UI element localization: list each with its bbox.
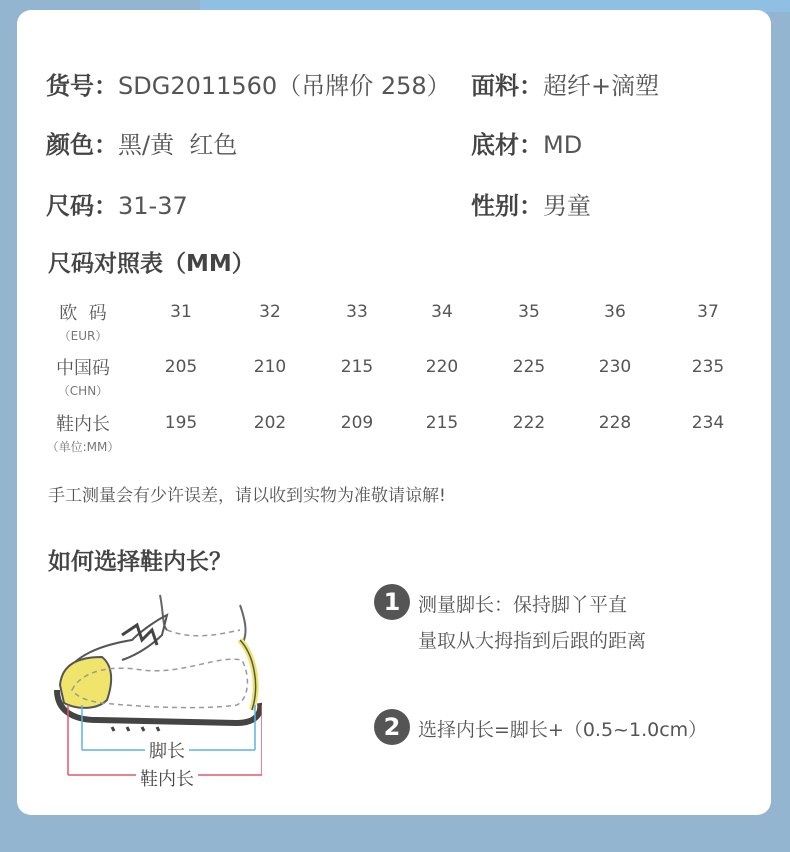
row-label-main: 鞋内长 — [56, 414, 110, 435]
spec-label: 性别 — [471, 192, 519, 220]
size-row-label — [43, 299, 123, 344]
size-cell: 222 — [512, 413, 546, 433]
spec-label: 面料 — [471, 72, 519, 100]
row-label-sub: （CHN） — [57, 384, 109, 398]
step-number-badge: 1 — [374, 584, 410, 620]
spec-separator: ： — [519, 72, 543, 100]
step-text: 选择内长=脚长+（0.5~1.0cm） — [418, 719, 708, 741]
size-cell: 215 — [340, 357, 374, 377]
measurement-note: 手工测量会有少许误差，请以收到实物为准敬请谅解! — [48, 486, 446, 506]
spec-separator: ： — [94, 192, 118, 220]
size-cell: 202 — [253, 413, 287, 433]
row-label-main: 中国码 — [56, 358, 110, 379]
size-cell: 33 — [346, 302, 368, 322]
spec-separator: ： — [519, 192, 543, 220]
spec-item-no — [46, 66, 451, 101]
size-cell: 34 — [431, 302, 453, 322]
spec-label: 尺码 — [46, 192, 94, 220]
spec-label: 颜色 — [46, 131, 94, 159]
row-label-sub: （EUR） — [58, 329, 108, 343]
size-cell: 234 — [691, 413, 725, 433]
size-cell: 210 — [253, 357, 287, 377]
size-cell: 36 — [604, 302, 626, 322]
product-info-card — [17, 10, 771, 815]
size-cell: 235 — [691, 357, 725, 377]
size-cell: 228 — [598, 413, 632, 433]
spec-value: 男童 — [543, 192, 591, 220]
spec-sole — [471, 125, 582, 160]
spec-value: SDG2011560（吊牌价 258） — [118, 72, 451, 100]
size-cell: 230 — [598, 357, 632, 377]
size-chart-title: 尺码对照表（MM） — [48, 251, 255, 277]
row-label-sub: （单位:MM） — [46, 440, 120, 454]
size-cell: 37 — [697, 302, 719, 322]
spec-separator: ： — [94, 72, 118, 100]
spec-size — [46, 186, 188, 221]
size-cell: 31 — [170, 302, 192, 322]
size-cell: 195 — [164, 413, 198, 433]
size-cell: 225 — [512, 357, 546, 377]
guide-title: 如何选择鞋内长？ — [48, 549, 232, 575]
spec-value: 31-37 — [118, 192, 188, 220]
spec-value: 超纤+滴塑 — [543, 72, 660, 100]
size-cell: 35 — [518, 302, 540, 322]
spec-color — [46, 125, 237, 160]
step-text: 测量脚长：保持脚丫平直 — [418, 594, 628, 616]
spec-material — [471, 66, 659, 101]
size-cell: 220 — [425, 357, 459, 377]
insole-length-label: 鞋内长 — [136, 765, 198, 791]
spec-value: 黑/黄 红色 — [118, 131, 238, 159]
size-cell: 215 — [425, 413, 459, 433]
size-cell: 209 — [340, 413, 374, 433]
size-cell: 32 — [259, 302, 281, 322]
step-number-badge: 2 — [374, 709, 410, 745]
spec-label: 货号 — [46, 72, 94, 100]
size-row-label — [43, 354, 123, 399]
row-label-main: 欧 码 — [59, 303, 107, 324]
step-text-line2: 量取从大拇指到后跟的距离 — [418, 630, 647, 652]
spec-gender — [471, 186, 591, 221]
spec-label: 底材 — [471, 131, 519, 159]
size-cell: 205 — [164, 357, 198, 377]
spec-value: MD — [543, 131, 583, 159]
spec-separator: ： — [519, 131, 543, 159]
spec-separator: ： — [94, 131, 118, 159]
foot-length-label: 脚长 — [145, 737, 189, 763]
shoe-diagram — [42, 585, 262, 790]
size-row-label — [43, 410, 123, 455]
